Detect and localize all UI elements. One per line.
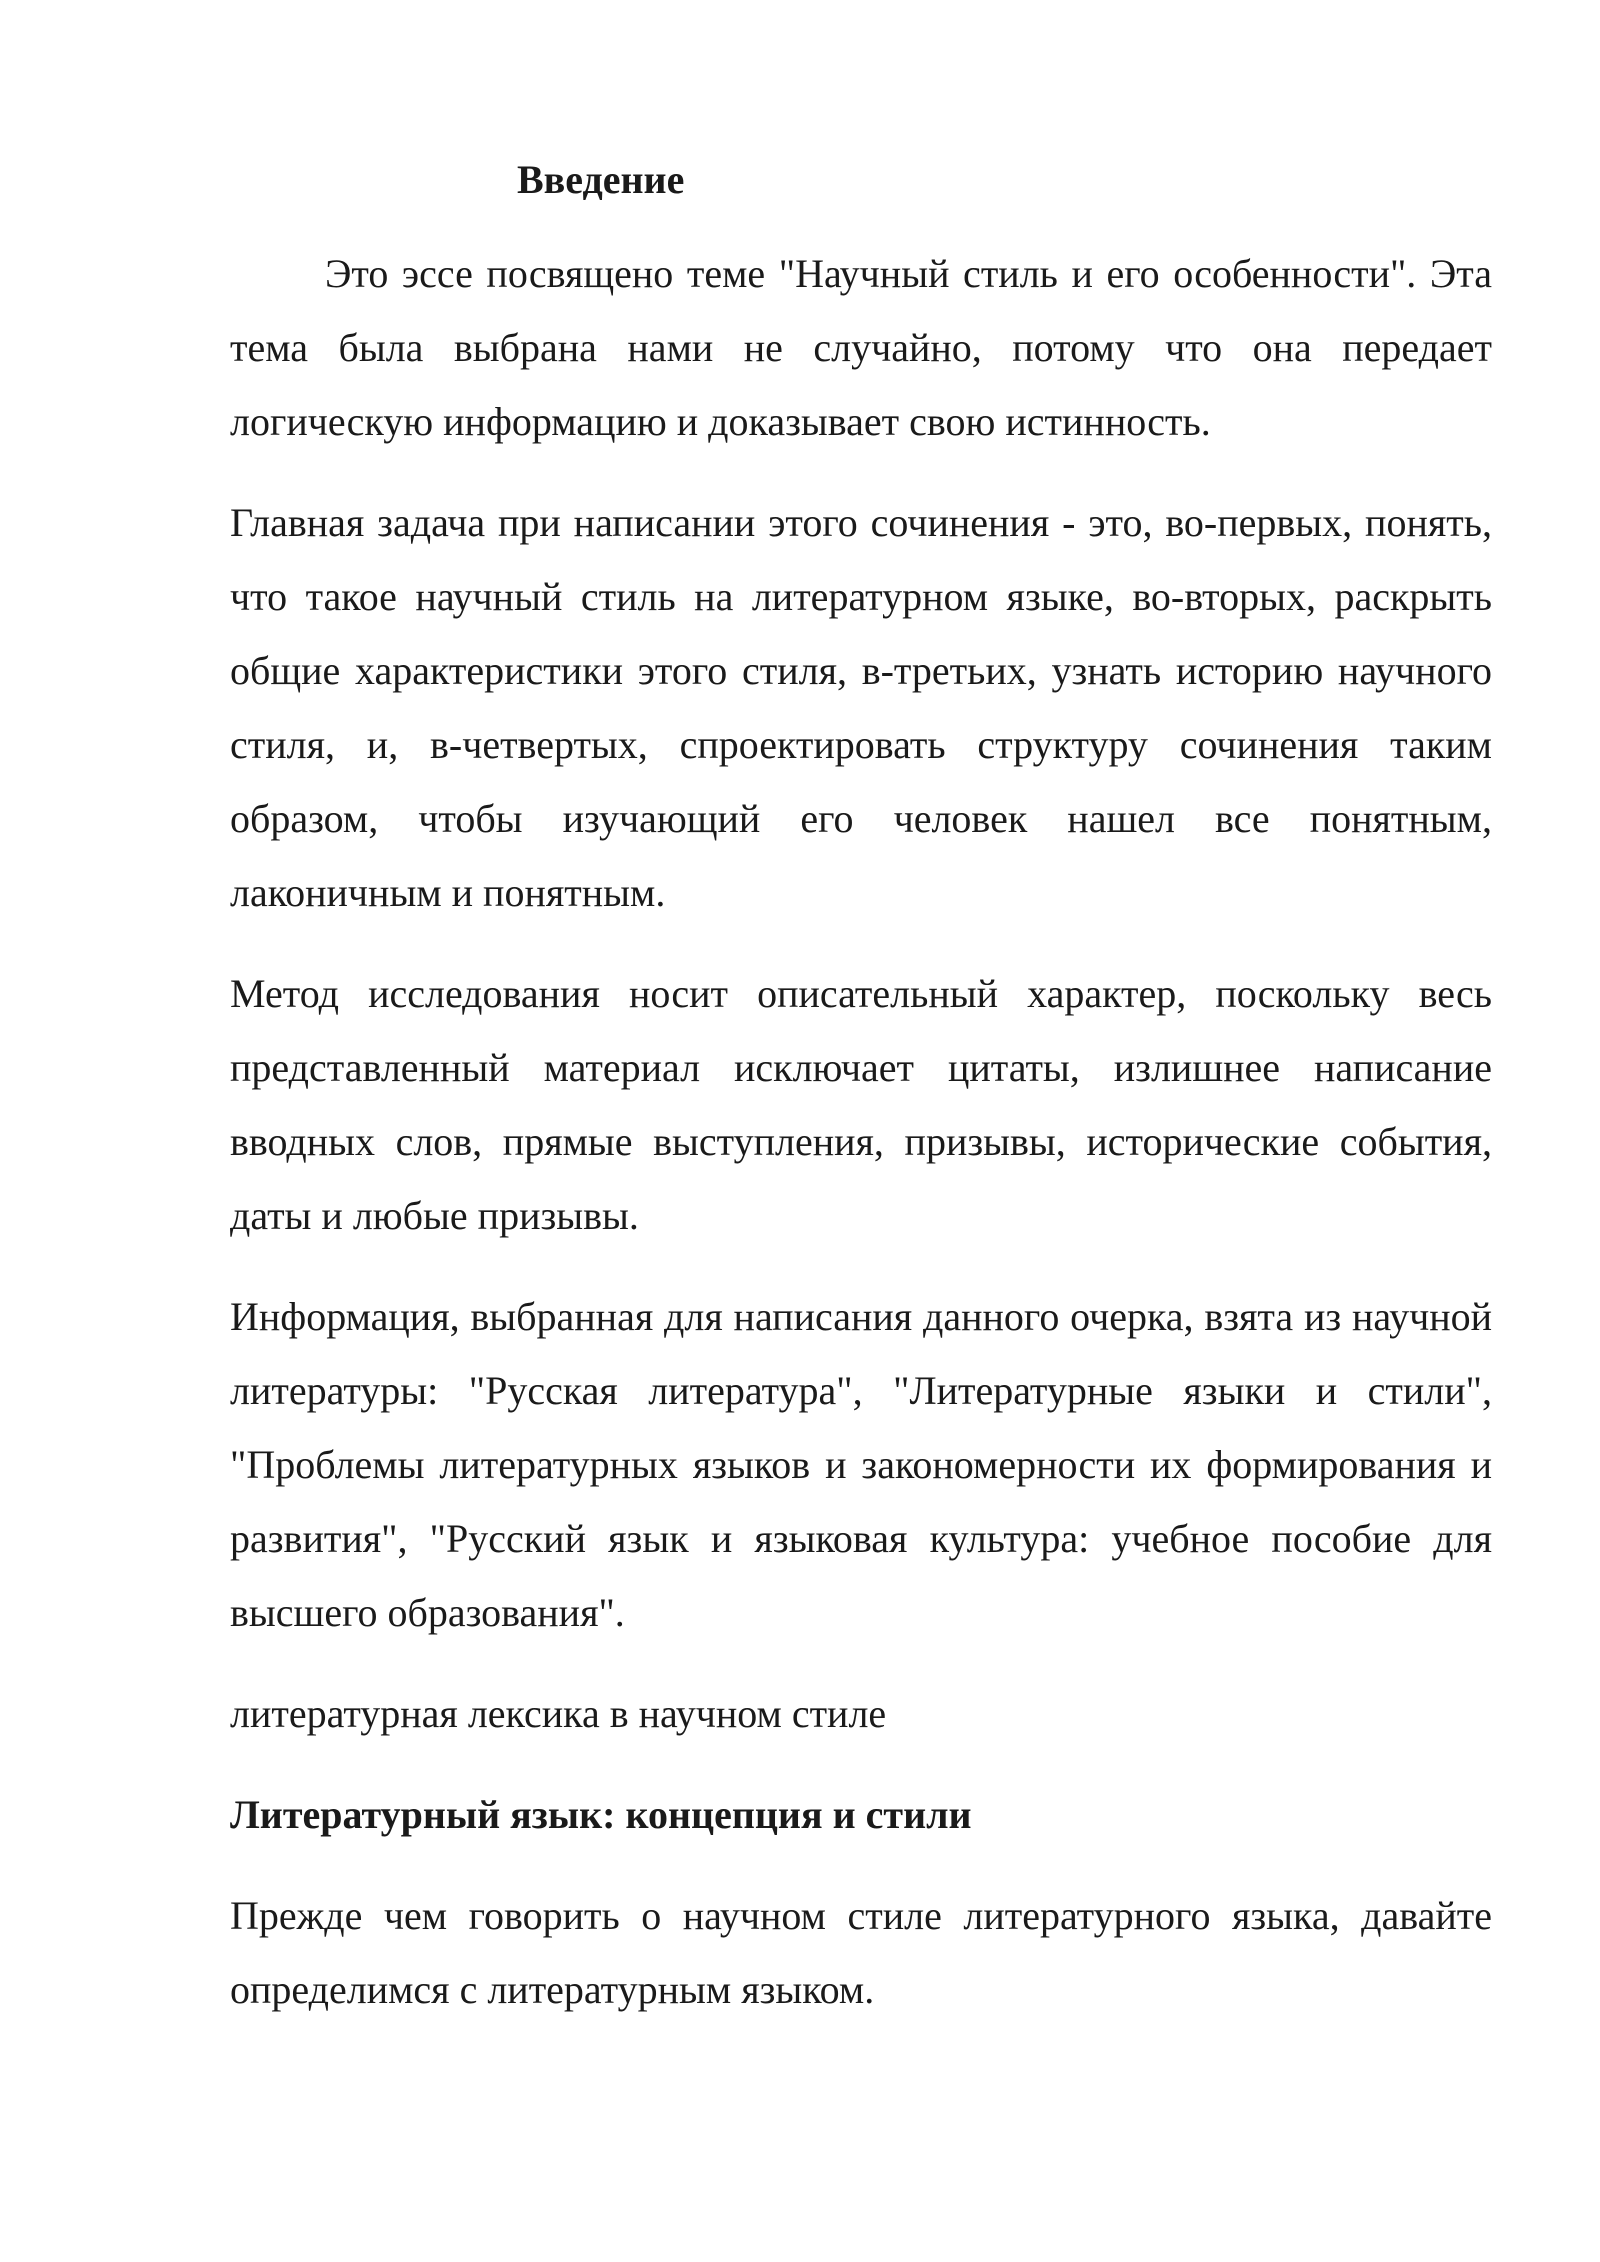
page-title: Введение [517,157,685,202]
method-paragraph: Метод исследования носит описательный характер, поскольку весь представленный материал исключает цитаты, излишнее написание вводных слов, прямые выступления, призывы, исторические события, даты и любые призывы. [230,971,1492,1238]
intro-paragraph: Это эссе посвящено теме "Научный стиль и его особенности". Эта тема была выбрана нами не случайно, потому что она передает логическую информацию и доказывает свою истинность. [230,251,1492,444]
task-paragraph: Главная задача при написании этого сочинения - это, во-первых, понять, что такое научный стиль на литературном языке, во-вторых, раскрыть общие характеристики этого стиля, в-третьих, узнать историю научного стиля, и, в-четвертых, спроектировать структуру сочинения таким образом, чтобы изучающий его человек нашел все понятным, лаконичным и понятным. [230,500,1492,915]
document-page [230,150,1492,2054]
section-heading: Литературный язык: концепция и стили [230,1792,972,1837]
caption-text: литературная лексика в научном стиле [230,1691,887,1736]
sources-paragraph: Информация, выбранная для написания данного очерка, взята из научной литературы: "Русская литература", "Литературные языки и стили", "Проблемы литературных языков и закономерности их формирования и развития", "Русский язык и языковая культура: учебное пособие для высшего образования". [230,1294,1492,1635]
section-paragraph: Прежде чем говорить о научном стиле литературного языка, давайте определимся с литературным языком. [230,1893,1492,2012]
